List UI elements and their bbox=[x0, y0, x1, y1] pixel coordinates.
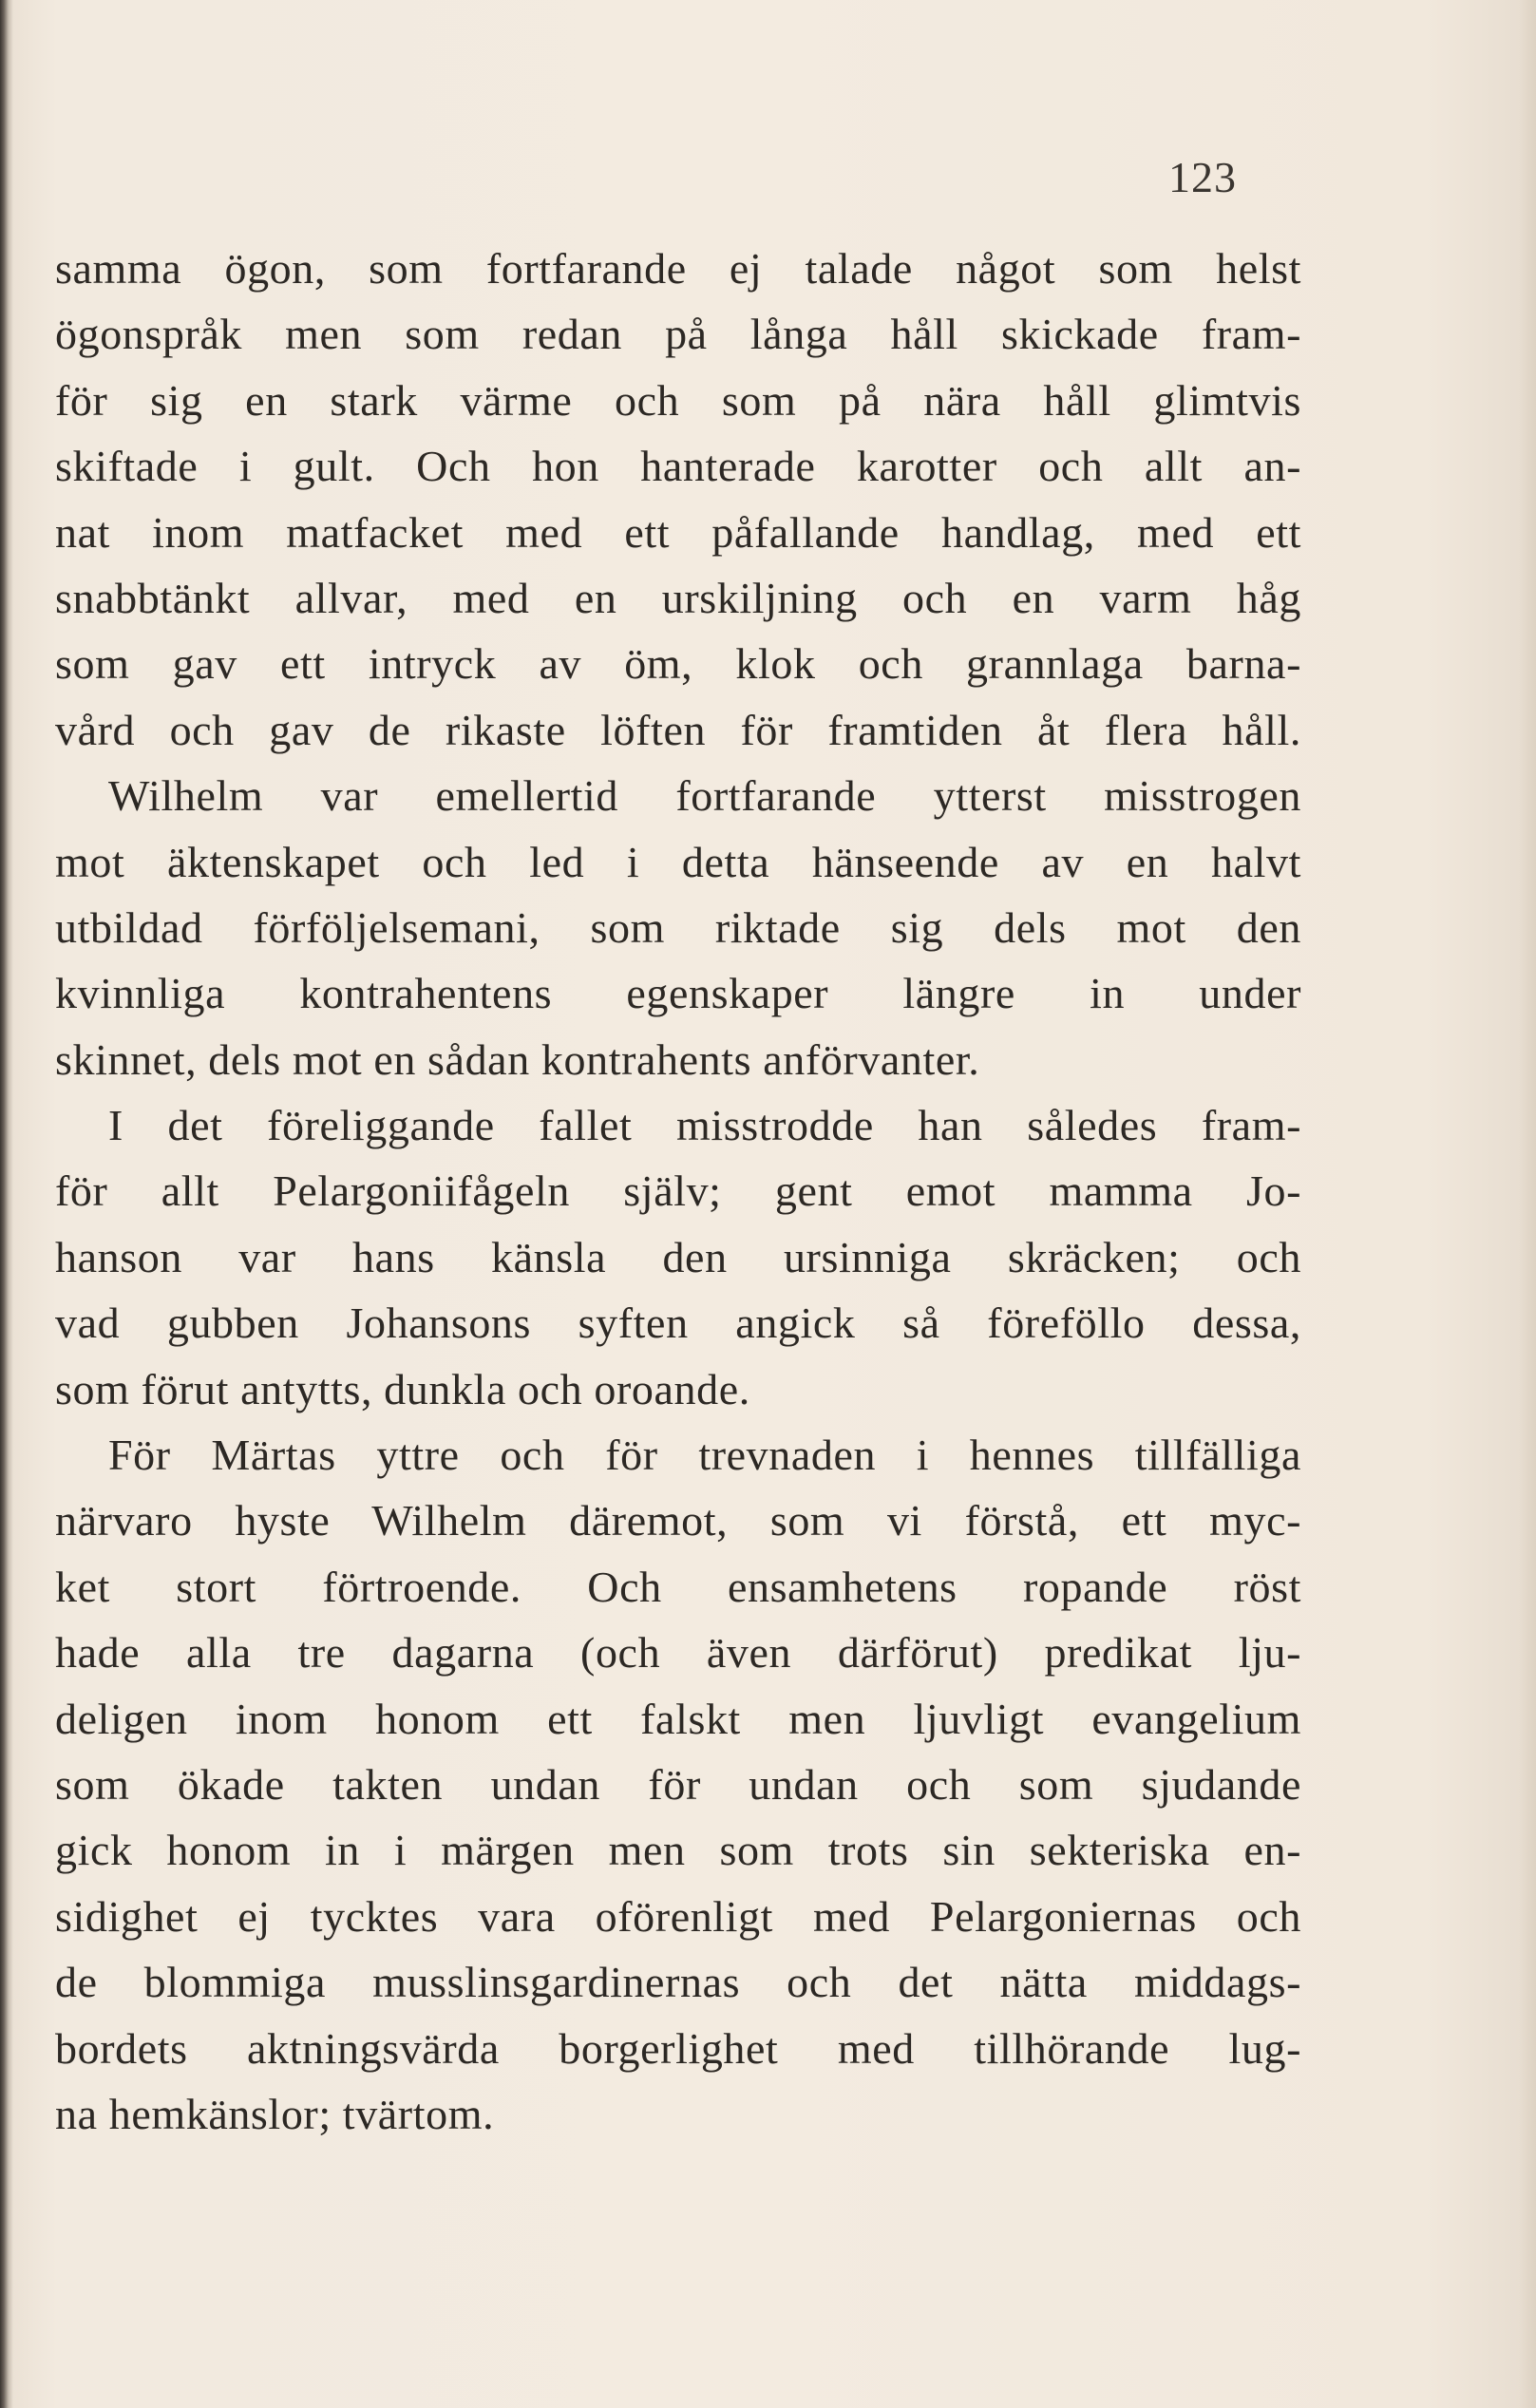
text-line: För Märtas yttre och för trevnaden i hennes tillfälliga bbox=[108, 1431, 1301, 1480]
text-line: nat inom matfacket med ett påfallande handlag, med ett bbox=[55, 507, 1301, 557]
page-edge-shadow bbox=[1519, 0, 1536, 2408]
text-line: för allt Pelargoniifågeln själv; gent emot mamma Jo- bbox=[55, 1166, 1301, 1216]
text-line: kvinnliga kontrahentens egenskaper längre in under bbox=[55, 969, 1301, 1018]
text-line: utbildad förföljelsemani, som riktade sig dels mot den bbox=[55, 902, 1301, 952]
text-line: na hemkänslor; tvärtom. bbox=[55, 2089, 495, 2138]
text-line: skiftade i gult. Och hon hanterade karotter och allt an- bbox=[55, 442, 1301, 491]
body-text bbox=[55, 236, 1301, 2147]
text-line: som förut antytts, dunkla och oroande. bbox=[55, 1364, 750, 1413]
text-line: ket stort förtroende. Och ensamhetens ropande röst bbox=[55, 1562, 1301, 1611]
text-line: vad gubben Johansons syften angick så föreföllo dessa, bbox=[55, 1299, 1301, 1348]
text-line: hade alla tre dagarna (och även därförut) predikat lju- bbox=[55, 1628, 1301, 1678]
text-line: I det föreliggande fallet misstrodde han således fram- bbox=[108, 1101, 1301, 1150]
binding-edge bbox=[0, 0, 13, 2408]
text-line: samma ögon, som fortfarande ej talade något som helst bbox=[55, 244, 1301, 293]
text-line: ögonspråk men som redan på långa håll skickade fram- bbox=[55, 310, 1301, 359]
text-line: vård och gav de rikaste löften för framtiden åt flera håll. bbox=[55, 705, 1301, 754]
text-line: gick honom in i märgen men som trots sin sekteriska en- bbox=[55, 1826, 1301, 1875]
text-line: mot äktenskapet och led i detta hänseende av en halvt bbox=[55, 837, 1301, 886]
text-line: bordets aktningsvärda borgerlighet med tillhörande lug- bbox=[55, 2023, 1301, 2073]
text-line: deligen inom honom ett falskt men ljuvligt evangelium bbox=[55, 1694, 1301, 1743]
text-line: skinnet, dels mot en sådan kontrahents anförvanter. bbox=[55, 1034, 980, 1084]
text-line: de blommiga musslinsgardinernas och det nätta middags- bbox=[55, 1958, 1301, 2007]
text-line: närvaro hyste Wilhelm däremot, som vi förstå, ett myc- bbox=[55, 1496, 1301, 1545]
page-number: 123 bbox=[1168, 153, 1237, 201]
text-line: som ökade takten undan för undan och som sjudande bbox=[55, 1759, 1301, 1809]
text-line: snabbtänkt allvar, med en urskiljning och en varm håg bbox=[55, 573, 1301, 622]
text-line: sidighet ej tycktes vara oförenligt med Pelargoniernas och bbox=[55, 1891, 1301, 1941]
text-line: för sig en stark värme och som på nära håll glimtvis bbox=[55, 375, 1301, 425]
text-line: som gav ett intryck av öm, klok och grannlaga barna- bbox=[55, 639, 1301, 689]
text-line: Wilhelm var emellertid fortfarande ytterst misstrogen bbox=[108, 771, 1301, 821]
text-line: hanson var hans känsla den ursinniga skräcken; och bbox=[55, 1232, 1301, 1281]
